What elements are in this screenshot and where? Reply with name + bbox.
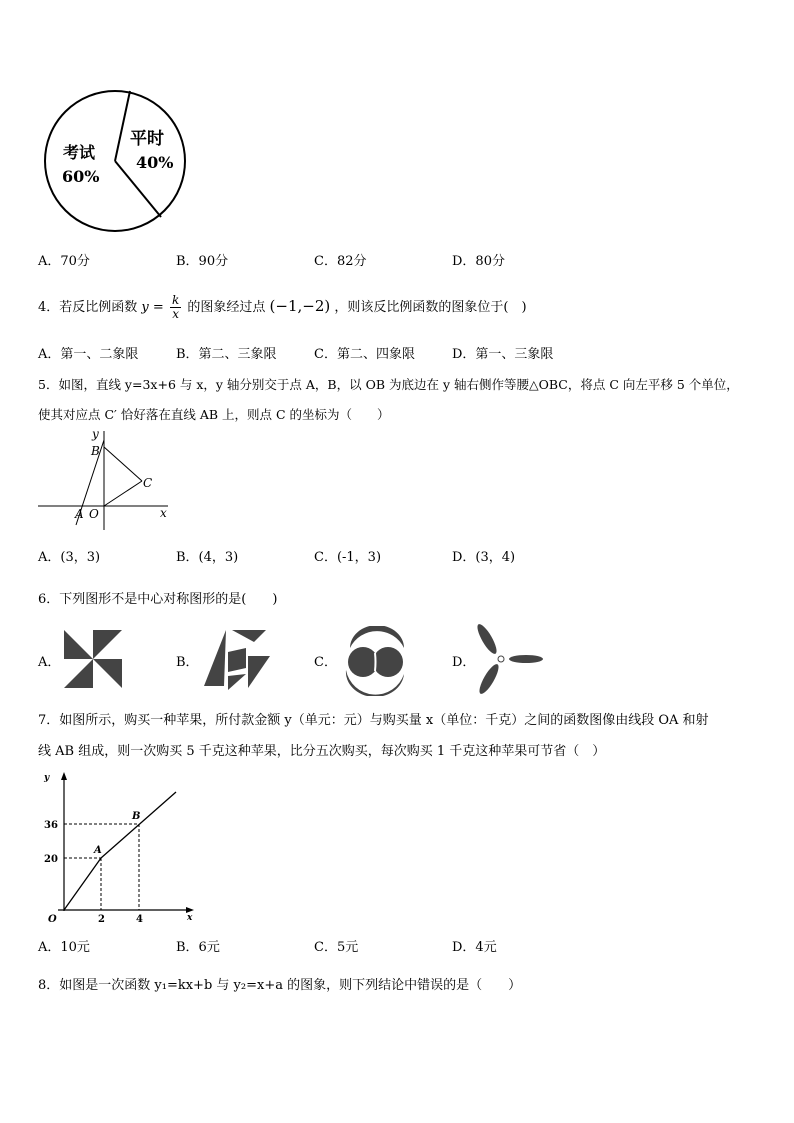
q4-option-c[interactable]: C．第二、四象限 bbox=[314, 347, 415, 362]
q4-stem bbox=[38, 293, 527, 321]
q7-label-y: y bbox=[44, 773, 50, 783]
pinwheel-blade bbox=[64, 659, 93, 688]
q8-stem: 8．如图是一次函数 y₁=kx+b 与 y₂=x+a 的图象，则下列结论中错误的是（ ） bbox=[38, 978, 522, 993]
q3-option-c[interactable]: C．82分 bbox=[314, 254, 367, 269]
pinwheel-blade bbox=[93, 659, 122, 688]
pie-label-daily: 平时 bbox=[130, 129, 164, 149]
q6-figure-a-pinwheel[interactable] bbox=[64, 630, 122, 688]
propeller-blade bbox=[474, 622, 500, 656]
q7-label-x4: 4 bbox=[136, 914, 143, 925]
pie-pct-exam: 60% bbox=[62, 167, 100, 186]
square-piece bbox=[228, 648, 246, 672]
inner-circle-right bbox=[373, 647, 403, 677]
q7-figure bbox=[38, 768, 203, 928]
q7-label-36: 36 bbox=[44, 820, 58, 831]
q5-figure bbox=[36, 425, 176, 535]
q5-stem-line1: 5．如图，直线 y=3x+6 与 x，y 轴分别交于点 A，B，以 OB 为底边在 y 轴右侧作等腰△OBC，将点 C 向左平移 5 个单位， bbox=[38, 377, 739, 392]
q6-option-b[interactable]: B． bbox=[176, 655, 199, 670]
q5-label-o: O bbox=[89, 507, 99, 521]
q4-option-a[interactable]: A．第一、二象限 bbox=[38, 347, 139, 362]
inner-gap bbox=[375, 653, 376, 671]
pinwheel-blade bbox=[93, 630, 122, 659]
q5-option-a[interactable]: A．(3，3) bbox=[38, 550, 101, 565]
triangle-piece bbox=[232, 630, 266, 642]
q6-option-c[interactable]: C． bbox=[314, 655, 337, 670]
q6-figure-c-circles[interactable] bbox=[340, 626, 410, 696]
q4-func-y: y bbox=[141, 300, 149, 315]
q5-label-b: B bbox=[91, 444, 100, 458]
pie-label-exam: 考试 bbox=[63, 143, 96, 162]
q5-label-c: C bbox=[143, 476, 153, 490]
triangle-piece bbox=[228, 674, 246, 690]
triangle-piece bbox=[248, 656, 270, 688]
q4-pre: 4．若反比例函数 bbox=[38, 300, 138, 315]
q6-option-a[interactable]: A． bbox=[38, 655, 61, 670]
q7-label-b: B bbox=[132, 811, 141, 822]
q5-label-x: x bbox=[160, 506, 167, 520]
q5-segment-oc bbox=[104, 481, 142, 506]
score-pie-chart bbox=[44, 88, 194, 238]
q4-frac-num: k bbox=[171, 293, 180, 307]
q6-stem: 6．下列图形不是中心对称图形的是( ) bbox=[38, 592, 278, 607]
q5-label-y: y bbox=[92, 427, 99, 441]
pinwheel-blade bbox=[64, 630, 93, 659]
q7-label-o: O bbox=[48, 914, 57, 925]
q3-option-b[interactable]: B．90分 bbox=[176, 254, 229, 269]
q7-label-20: 20 bbox=[44, 854, 58, 865]
q4-options bbox=[38, 343, 758, 365]
q7-stem-line1: 7．如图所示，购买一种苹果，所付款金额 y（单元：元）与购买量 x（单位：千克）之间的函数图像由线段 OA 和射 bbox=[38, 713, 709, 728]
q5-segment-bc bbox=[104, 447, 142, 481]
q4-option-d[interactable]: D．第一、三象限 bbox=[452, 347, 554, 362]
q7-label-x: x bbox=[187, 913, 193, 923]
q6-figure-d-propeller[interactable] bbox=[470, 622, 548, 698]
q6-option-d[interactable]: D． bbox=[452, 655, 476, 670]
propeller-hub bbox=[498, 656, 504, 662]
q7-option-c[interactable]: C．5元 bbox=[314, 940, 359, 955]
q5-label-a: A bbox=[75, 507, 84, 521]
q7-label-a: A bbox=[94, 845, 102, 856]
triangle-piece bbox=[204, 630, 226, 686]
q7-option-b[interactable]: B．6元 bbox=[176, 940, 220, 955]
q7-option-a[interactable]: A．10元 bbox=[38, 940, 90, 955]
q4-mid: 的图象经过点 bbox=[187, 300, 266, 315]
crescent-top bbox=[350, 626, 404, 648]
q5-option-c[interactable]: C．(-1，3) bbox=[314, 550, 382, 565]
q5-option-b[interactable]: B．(4，3) bbox=[176, 550, 239, 565]
q4-option-b[interactable]: B．第二、三象限 bbox=[176, 347, 277, 362]
q5-options bbox=[38, 546, 758, 568]
q7-options bbox=[38, 936, 758, 958]
q6-figure-b-triangles[interactable] bbox=[200, 628, 272, 692]
q3-options bbox=[38, 250, 758, 272]
q4-point: (−1,−2) bbox=[269, 297, 331, 315]
q5-option-d[interactable]: D．(3，4) bbox=[452, 550, 516, 565]
q4-frac-den: x bbox=[172, 307, 179, 321]
propeller-blade bbox=[476, 662, 502, 696]
q4-fraction bbox=[170, 294, 181, 321]
q4-equals: = bbox=[152, 300, 168, 315]
q7-stem-line2: 线 AB 组成，则一次购买 5 千克这种苹果，比分五次购买，每次购买 1 千克这种苹果可节省（ ） bbox=[38, 744, 606, 759]
propeller-blade bbox=[509, 655, 543, 663]
q3-option-d[interactable]: D．80分 bbox=[452, 254, 505, 269]
q3-option-a[interactable]: A．70分 bbox=[38, 254, 90, 269]
q7-label-x2: 2 bbox=[98, 914, 105, 925]
q7-y-arrow bbox=[61, 772, 67, 780]
pie-pct-daily: 40% bbox=[136, 153, 174, 172]
q7-option-d[interactable]: D．4元 bbox=[452, 940, 497, 955]
q4-post: ，则该反比例函数的图象位于( ) bbox=[334, 300, 527, 315]
q5-stem-line2: 使其对应点 C′ 恰好落在直线 AB 上，则点 C 的坐标为（ ） bbox=[38, 407, 390, 422]
pie-divider-top bbox=[115, 91, 130, 161]
q7-segment-oa bbox=[64, 858, 101, 910]
